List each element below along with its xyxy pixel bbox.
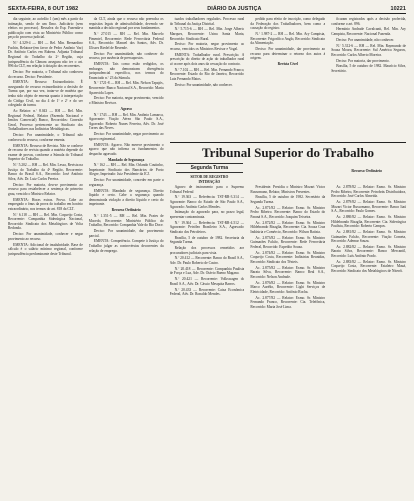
paragraph: EMENTA: Adicional de insalubridade. Base de cálculo é o salário mínimo regional, conforme jurisprudência predominante deste Tribunal. [8, 242, 83, 256]
header-date: SEXTA-FEIRA, 8 OUT 1982 [8, 6, 79, 12]
paragraph: N.º 1.351-5 — RH — Rel. Min. Prates de Macedo, Recorrente: Ministério Público do Trabalho, Recorrido: Companhia Vale do Rio Doce. [88, 213, 164, 228]
paragraph: Ac. 2.878/82 — Relator: Exmo. Sr. Ministro Pedro Ribeiro, Recorrente: Petrobrás Distribuidora, Recorrido: José Carlos Almeida. [331, 185, 406, 199]
section-band [170, 163, 406, 185]
paragraph: Deciso: Por unanimidade, não conhecer. [174, 82, 233, 87]
section-setor: SETOR DE REGISTRO [190, 175, 229, 179]
paragraph: EMENTA: Recurso Extraordinário. É assegurado de recurso extraordinário a decisão de Turma que, por sua vez, tratar-se de matéria que tenha sido objeto de ementa quanto à interpretação do Código Civil, no dia 4 de 1º e 2º e do ser colegiado da turma. [8, 80, 83, 108]
column-1 [8, 17, 83, 501]
paragraph: EMENTA: Competência. Compete à Justiça do Trabalho julgar as controvérsias decorrentes da relação de emprego. [88, 239, 164, 253]
paragraph: Revista Cível [277, 61, 298, 66]
paragraph: ficaram registrados após a decisão proferida, conforme o art. 896. [331, 17, 406, 26]
paragraph: Intimação do agravado para, no prazo legal, apresentar contraminuta. [169, 210, 245, 219]
paragraph: Ac. 2.883/82 — Relator: Exmo. Sr. Ministro Coqueijo Costa, Recorrente: Estaleiro Mauá, Recorrido: Sindicato dos Metalúrgicos de Niterói. [331, 259, 406, 274]
column-2 [89, 17, 164, 501]
column-4-top [250, 17, 325, 145]
paragraph: N.º 6.118 — RH — Rel. Min. Coqueijo Costa, Recorrente: Companhia Siderúrgica Nacional, Recorrido: Sindicato dos Metalúrgicos de Volta Redonda. [8, 212, 83, 231]
paragraph: Agravo [120, 106, 132, 111]
column-3-top [170, 17, 245, 145]
section-col5-head1: Recurso Ordinário [351, 169, 383, 173]
section-turma: Segunda Turma [176, 163, 243, 173]
paragraph: N.º 19.364 — Referência: TST-RR-4.512 — Agravante: Petróleo Brasileiro S.A., Agravado: Sindicato dos Petroleiros. [169, 220, 245, 234]
court-banner-title: Tribunal Superior do Trabalho [201, 145, 375, 160]
paragraph: Hermínio Andrade Cavalcanti, Rel. Min. Ary Campista, Recorrente: Nacional Fazenda. [331, 27, 406, 36]
column-3 [170, 17, 245, 501]
paragraph: Deciso: Por unanimidade, negar provimento ao agravo regimental. [88, 132, 164, 141]
paragraph: N.º 1743 — RH — Rel. Min. Antônio Lamarca, Agravante: Viação Aérea São Paulo S.A., Agravado: Roberto Nunes Ferreira, Adv. Dr. José Torres das Neves. [88, 112, 164, 131]
section-turma-block [170, 163, 249, 185]
paragraph: Recurso Ordinário [111, 208, 141, 213]
column-5-bottom [331, 185, 406, 501]
paragraph: N.º 5.312-6 — RH — Rel. Min. Raymundo de Souza Moura, Recorrente: Sul América Seguros, Recorrido: Carlos Alberto Moreira. [331, 43, 406, 57]
paragraph: N.º 1.987-2 — RH — Rel. Min. Ary Campista, Recorrente: Frigorífico Anglo, Recorrido: Sindicato da Alimentação. [250, 31, 326, 46]
paragraph: Relação dos processos remetidos aos procuradores judiciais para vista. [169, 246, 245, 255]
paragraph: N.º 5.715-6 — RH — Rel. Min. Jorge Alberto Marques, Recorrente: Usina Santa Maria, Recorrido: Sindicato Rural. [169, 27, 245, 41]
paragraph: N.º 4.329-4 — RH — Rel. Min. Bernardino Fachin, Relatora-(em favor de Pedro Antônio Vaz) Dr. Antônio Carlos em Rubens. Adjunta Tribunal Regional do Trabalho da 2ª Região, cuja jurisprudência da Câmara assegura não ter o art. 896 da CLT, em relação à dotação dos recorrentes. [8, 41, 83, 69]
paragraph: dia seguinte, ao acórdão 1 (um) mês a partir da intimação, sendo de um Ilmo. Judiciário (sem efeitos no processo). Ressalva do Esp. Fazenda-a publicação com vista ao Ministério Público como peça do processo judicial. [8, 17, 83, 40]
paragraph: Deciso: Por unanimidade, não conhecer do recurso, por ausência de pressupostos. [88, 51, 164, 61]
columns [8, 17, 406, 501]
paragraph: Deciso: Por unanimidade, conhecer e negar provimento ao recurso. [8, 232, 83, 241]
column-5 [331, 17, 406, 501]
paragraph: EMENTA: Horas extras. Prova. Cabe ao empregado o ônus da prova do trabalho em horário extraordinário, nos termos do art. 818 da CLT. [8, 197, 83, 211]
paragraph: Ac. 2.872/82 — Relator: Exmo. Sr. Ministro Hildebrando Bisaglia, Recorrente: Cia. Souza Cruz Indústria e Comércio, Recorrido: Wilson Batista. [250, 220, 326, 234]
paragraph: N.º 1721-8 — RH — Rel. Min. Nelson Tapajós, Recorrente: Banco Nacional S.A., Recorrido: Maria Aparecida Lopes. [88, 81, 164, 95]
section-col5-block [327, 163, 406, 185]
column-4 [250, 17, 325, 501]
paragraph: Ac. 2.882/82 — Relator: Exmo. Sr. Ministro Barata Silva, Recorrente: Banco Mercantil, Recorrido: Luís Antônio Prado. [331, 244, 406, 259]
paragraph: EMENTA: Trabalhador rural. Prescrição. A prescrição do direito de ação do trabalhador rural só ocorre após dois anos da cessação do contrato. [169, 52, 245, 66]
paragraph: Ac. 2.881/82 — Relator: Exmo. Sr. Ministro Guimarães Falcão, Recorrente: Viação Cometa, Recorrido: Ademar Souza. [331, 229, 406, 244]
paragraph: Deciso: Por unanimidade, o Tribunal não conheceu do recurso, conforme ementa. [8, 133, 83, 142]
paragraph: Ac. 2.879/82 — Relator: Exmo. Sr. Ministro Mozart Victor Russomano, Recorrente: Banco Itaú S.A., Recorrido: Paulo Gomes. [331, 199, 406, 214]
paragraph: Deciso: Por maioria, o Tribunal não conheceu do recurso. Deciso: Presidente. [8, 69, 83, 79]
section-intimacao: INTIMAÇÃO [198, 180, 221, 184]
paragraph: Ac. 2.880/82 — Relator: Exmo. Sr. Ministro Hildebrando Bisaglia, Recorrente: Cia. Siderúrgica Paulista, Recorrido: Roberto Campos. [331, 214, 406, 229]
paragraph: Ac. 2.875/82 — Relator: Exmo. Sr. Ministro Barata Silva, Recorrente: Banco Real S.A., Recorrido: Nelson Andrade. [250, 265, 326, 279]
paragraph: tuados trabalhadores regulados. Processo rural do Tribunal da Justiça Distrital. [169, 17, 245, 26]
paragraph: Deciso: Por maioria, negar provimento, vencido o Ministro Revisor. [88, 96, 164, 106]
paragraph: Deciso: Por maioria, deu-se provimento ao recurso para restabelecer a sentença de primeiro grau, vencido o Ministro Relator. [8, 182, 83, 196]
paragraph: N.º 20.433 — Recorrente: Caixa Econômica Federal, Adv. Dr. Ronaldo Mendes. [169, 287, 245, 297]
column-4-bottom [250, 185, 325, 501]
paragraph: Deciso: Por maioria, negar provimento ao recurso, vencidos os Ministros Revisor e Vogal. [169, 42, 245, 51]
paragraph: EMENTA: Recurso de Revista. Não se conhece de recurso de revista quando a matéria depende do exame de provas, conforme a Súmula do Tribunal Superior do Trabalho. [8, 143, 83, 162]
paragraph: Brasília, 5 de outubro de 1982. Secretário da Segunda Turma. [250, 195, 326, 204]
paragraph: Brasília, 5 de outubro de 1982. Maurício Silva, Secretário. [331, 64, 406, 73]
paragraph: Deciso: Por maioria, dar provimento. [336, 58, 390, 63]
paragraph: da CLT, ainda que o recurso não preencha os requisitos legais de admissibilidade, devendo ser mantida a decisão regional por seus fundamentos. [88, 17, 164, 31]
paragraph: Ac. 2.874/82 — Relator: Exmo. Sr. Ministro Coqueijo Costa, Recorrente: Indústrias Reunidas, Recorrido: Sindicato dos Têxteis. [250, 250, 326, 264]
paragraph: Deciso: Por unanimidade, conceder em parte a segurança. [88, 178, 164, 187]
paragraph: N.º 162 — RH — Rel. Min. Orlando Coutinho, Impetrante: Sindicato dos Bancários de Porto Alegre, Impetrado: Juiz Presidente da JCJ. [88, 163, 164, 177]
paragraph: Deciso: Por unanimidade, dar provimento parcial. [88, 228, 164, 238]
paragraph: N.º 5.202 — RH — Rel. Min. Lessa, Revista na Justiça do Trabalho da 4ª Região, Recorrente: Banco do Brasil S.A., Recorrido: José Antônio Silva, Adv. Dr. Luiz Carlos Pereira. [8, 163, 83, 181]
header-title: DIÁRIO DA JUSTIÇA [207, 6, 262, 12]
column-5-top [331, 17, 406, 145]
paragraph: Mandado de Segurança [108, 157, 145, 162]
paragraph: Ac. 2.876/82 — Relator: Exmo. Sr. Ministro Marco Aurélio, Recorrente: Light Serviços de Eletricidade, Recorrido: Antônio Rocha. [250, 280, 326, 294]
paragraph: Presidente. Presidiu o Ministro Mozart Victor Russomano, Relator, Ministros Presentes. [250, 185, 326, 194]
paragraph: Deciso: Por unanimidade, não conhecer. [336, 37, 395, 42]
paragraph: N.º 20.418 — Recorrente: Companhia Paulista de Força e Luz, Adv. Dr. Otávio Bueno Magano. [169, 266, 245, 276]
paragraph: EMENTA: Mandado de segurança. Direito líquido e certo. Cabe a segurança quando demonstrada violação a direito líquido e certo do impetrante. [88, 188, 164, 207]
paragraph: Ao Relator: n.º 8.043 — RH — Rel. Min. Regional Federal, Relator (Fazenda Nacional e Irmãos Comercial) Banco, Recorridos: Conexão Geral, Processo pertencente ao Sindicato dos Trabalhadores nas Indústrias Metalúrgicas. [8, 109, 83, 132]
paragraph: Ac. 2.873/82 — Relator: Exmo. Sr. Ministro Guimarães Falcão, Recorrente: Rede Ferroviária Federal, Recorrido: Expedito Souza. [250, 235, 326, 249]
paragraph: N.º 27.015 — RH — Rel. Min. Marcelo Pimentel, Recorrente: Rede Ferroviária Federal S.A., Recorrido: Manoel dos Santos, Adv. Dr. Ulisses Riedel de Resende. [88, 31, 164, 50]
paragraph: EMENTA: Agravo. Não merece provimento o agravo que não infirma os fundamentos do despacho agravado. [88, 142, 164, 156]
paragraph: Ac. 2.871/82 — Relator: Exmo. Sr. Ministro Pedro Ribeiro. Recorrente: Banco do Estado do Paraná S.A., Recorrido: Joaquim Teixeira. [250, 205, 326, 219]
paragraph: N.º 20.421 — Recorrente: Volkswagen do Brasil S.A., Adv. Dr. Cássio Mesquita Barros. [169, 277, 245, 286]
paragraph: Brasília, 5 de outubro de 1982. Secretaria da Segunda Turma. [169, 235, 245, 245]
paragraph: N.º 20.412 — Recorrente: Banco do Brasil S.A., Adv. Dr. Paulo Roberto de Castro. [169, 256, 245, 266]
column-3-bottom [170, 185, 245, 501]
page-header [8, 4, 406, 14]
paragraph: N.º 7.102 — RH — Rel. Min. Fernando Franco, Recorrente: Estado do Rio de Janeiro, Recorrido: Luiz Fernando Matos. [169, 67, 245, 81]
paragraph: Ac. 2.877/82 — Relator: Exmo. Sr. Ministro Fernando Franco, Recorrente: Cia. Telefônica, Recorrido: Maria José Lima. [250, 295, 326, 309]
paragraph: N.º 19.363 — Referência: TST-RR-3.314 — Agravante: Banco do Estado de São Paulo S.A., Agravado: Antônio Carlos Mendes. [169, 195, 245, 209]
court-banner [170, 142, 406, 164]
header-page-number: 10221 [390, 6, 406, 12]
section-spacer-4 [249, 163, 328, 185]
paragraph: EMENTA: Tais como estão redigidos, os embargos não demonstram divergência jurisprudencial específica, nos termos do Enunciado n.º 23 da Súmula. [88, 61, 164, 80]
paragraph: Agravo de instrumento para o Supremo Tribunal Federal [169, 185, 245, 194]
paragraph: Deciso: Por unanimidade, dar provimento ao recurso para determinar o retorno dos autos à origem. [250, 46, 326, 61]
paragraph: pedido para efeito de inscrição, como delegado da Federação dos Trabalhadores, bem como a cassação do registro. [250, 17, 326, 31]
